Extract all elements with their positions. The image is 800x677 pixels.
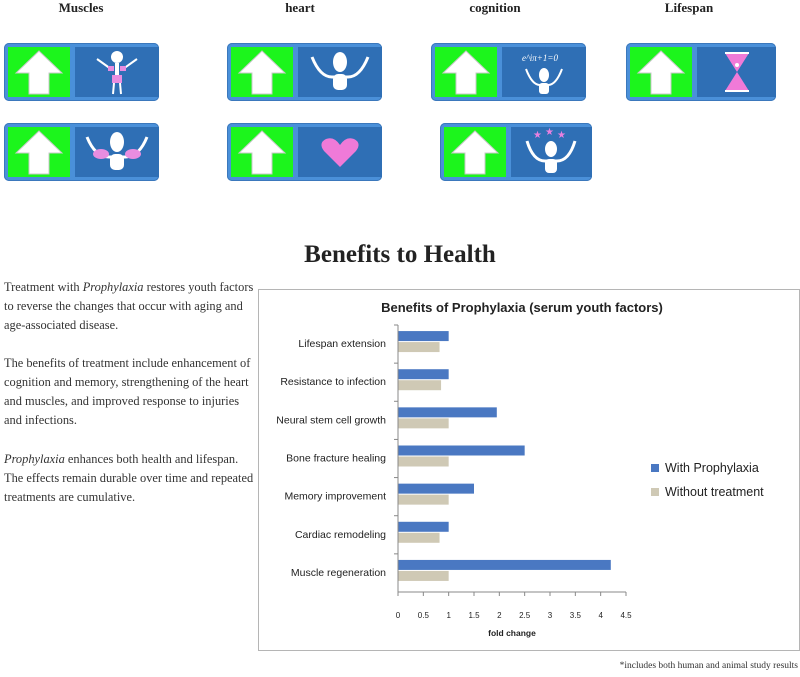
figure-euler-formula-icon [502, 47, 586, 97]
bar-without-treatment [398, 571, 449, 581]
bar-with-prophylaxia [398, 407, 497, 417]
benefits-paragraph: The benefits of treatment include enhancement of cognition and memory, strengthening of the heart and muscles, and improved response to injuries and infections. [4, 356, 251, 427]
figure-panel [298, 127, 382, 177]
bar-with-prophylaxia [398, 484, 474, 494]
figure-panel [502, 47, 586, 97]
figure-panel [697, 47, 776, 97]
up-arrow-panel [231, 47, 293, 97]
x-tick-label: 3.5 [569, 611, 581, 620]
hourglass-icon [697, 47, 776, 97]
column-header-lifespan: Lifespan [664, 0, 714, 15]
figure-stars-icon [511, 127, 592, 177]
benefits-chart [258, 289, 800, 651]
star-icon: ★ [533, 130, 542, 141]
euler-formula-text: e^iπ+1=0 [522, 53, 558, 63]
legend-entry: With Prophylaxia [665, 461, 759, 475]
heart-tile-2 [227, 123, 382, 181]
muscles-tile-1 [4, 43, 159, 101]
up-arrow-panel [435, 47, 497, 97]
muscles-tile-2 [4, 123, 159, 181]
figure-panel [75, 47, 159, 97]
figure-flexed-arms-icon [75, 127, 159, 177]
category-label: Resistance to infection [280, 376, 386, 389]
up-arrow-panel [231, 127, 293, 177]
up-arrow-icon [8, 127, 70, 177]
category-label: Lifespan extension [298, 338, 386, 351]
x-tick-label: 0 [395, 611, 401, 620]
legend-entry: Without treatment [665, 485, 764, 499]
bar-with-prophylaxia [398, 369, 449, 379]
bar-without-treatment [398, 380, 441, 390]
up-arrow-icon [231, 127, 293, 177]
x-tick-label: 1.5 [468, 611, 480, 620]
star-icon: ★ [557, 130, 566, 141]
category-label: Muscle regeneration [290, 566, 386, 579]
cognition-tile-1 [431, 43, 586, 101]
bar-without-treatment [398, 342, 440, 352]
x-tick-label: 0.5 [417, 611, 429, 620]
x-tick-label: 1 [446, 611, 451, 620]
cognition-tile-2 [440, 123, 592, 181]
category-label: Cardiac remodeling [294, 528, 386, 541]
bar-with-prophylaxia [398, 522, 449, 532]
bar-without-treatment [398, 533, 440, 543]
chart-title: Benefits of Prophylaxia (serum youth factors) [381, 300, 663, 315]
up-arrow-panel [8, 47, 70, 97]
category-label: Bone fracture healing [286, 452, 386, 465]
bar-with-prophylaxia [398, 446, 525, 456]
up-arrow-icon [8, 47, 70, 97]
x-tick-label: 2.5 [519, 611, 531, 620]
figure-panel [511, 127, 592, 177]
column-header-cognition: cognition [469, 0, 521, 15]
lifespan-paragraph: Prophylaxia enhances both health and lifespan. The effects remain durable over time and repeated treatments are cumulative. [4, 452, 254, 504]
page-heading: Benefits to Health [304, 241, 496, 268]
up-arrow-panel [444, 127, 506, 177]
figure-arms-raised-icon [75, 47, 159, 97]
product-name: Prophylaxia [82, 280, 144, 294]
benefits-chart-svg [259, 290, 799, 650]
figure-panel [298, 47, 382, 97]
product-name: Prophylaxia [4, 452, 65, 466]
legend-swatch [651, 488, 659, 496]
heart-tile-1 [227, 43, 382, 101]
footnote: *includes both human and animal study results [619, 661, 798, 671]
figure-panel [75, 127, 159, 177]
x-tick-label: 4 [598, 611, 603, 620]
legend-swatch [651, 464, 659, 472]
up-arrow-icon [630, 47, 692, 97]
bar-without-treatment [398, 495, 449, 505]
x-axis-label: fold change [488, 628, 536, 638]
up-arrow-icon [444, 127, 506, 177]
figure-wide-arms-icon [298, 47, 382, 97]
lifespan-tile-1 [626, 43, 776, 101]
bar-with-prophylaxia [398, 560, 611, 570]
up-arrow-panel [630, 47, 692, 97]
category-label: Neural stem cell growth [276, 414, 386, 427]
up-arrow-panel [8, 127, 70, 177]
up-arrow-icon [435, 47, 497, 97]
x-tick-label: 4.5 [620, 611, 632, 620]
column-header-muscles: Muscles [58, 0, 104, 15]
bar-without-treatment [398, 418, 449, 428]
bar-with-prophylaxia [398, 331, 449, 341]
intro-paragraph: Treatment with Prophylaxia restores youth factors to reverse the changes that occur with aging and age-associated disease. [4, 280, 254, 332]
column-header-heart: heart [285, 0, 315, 15]
category-label: Memory improvement [284, 490, 386, 503]
bar-without-treatment [398, 457, 449, 467]
star-icon: ★ [545, 127, 554, 138]
x-tick-label: 3 [547, 611, 553, 620]
x-tick-label: 2 [497, 611, 502, 620]
heart-icon [298, 127, 382, 177]
up-arrow-icon [231, 47, 293, 97]
